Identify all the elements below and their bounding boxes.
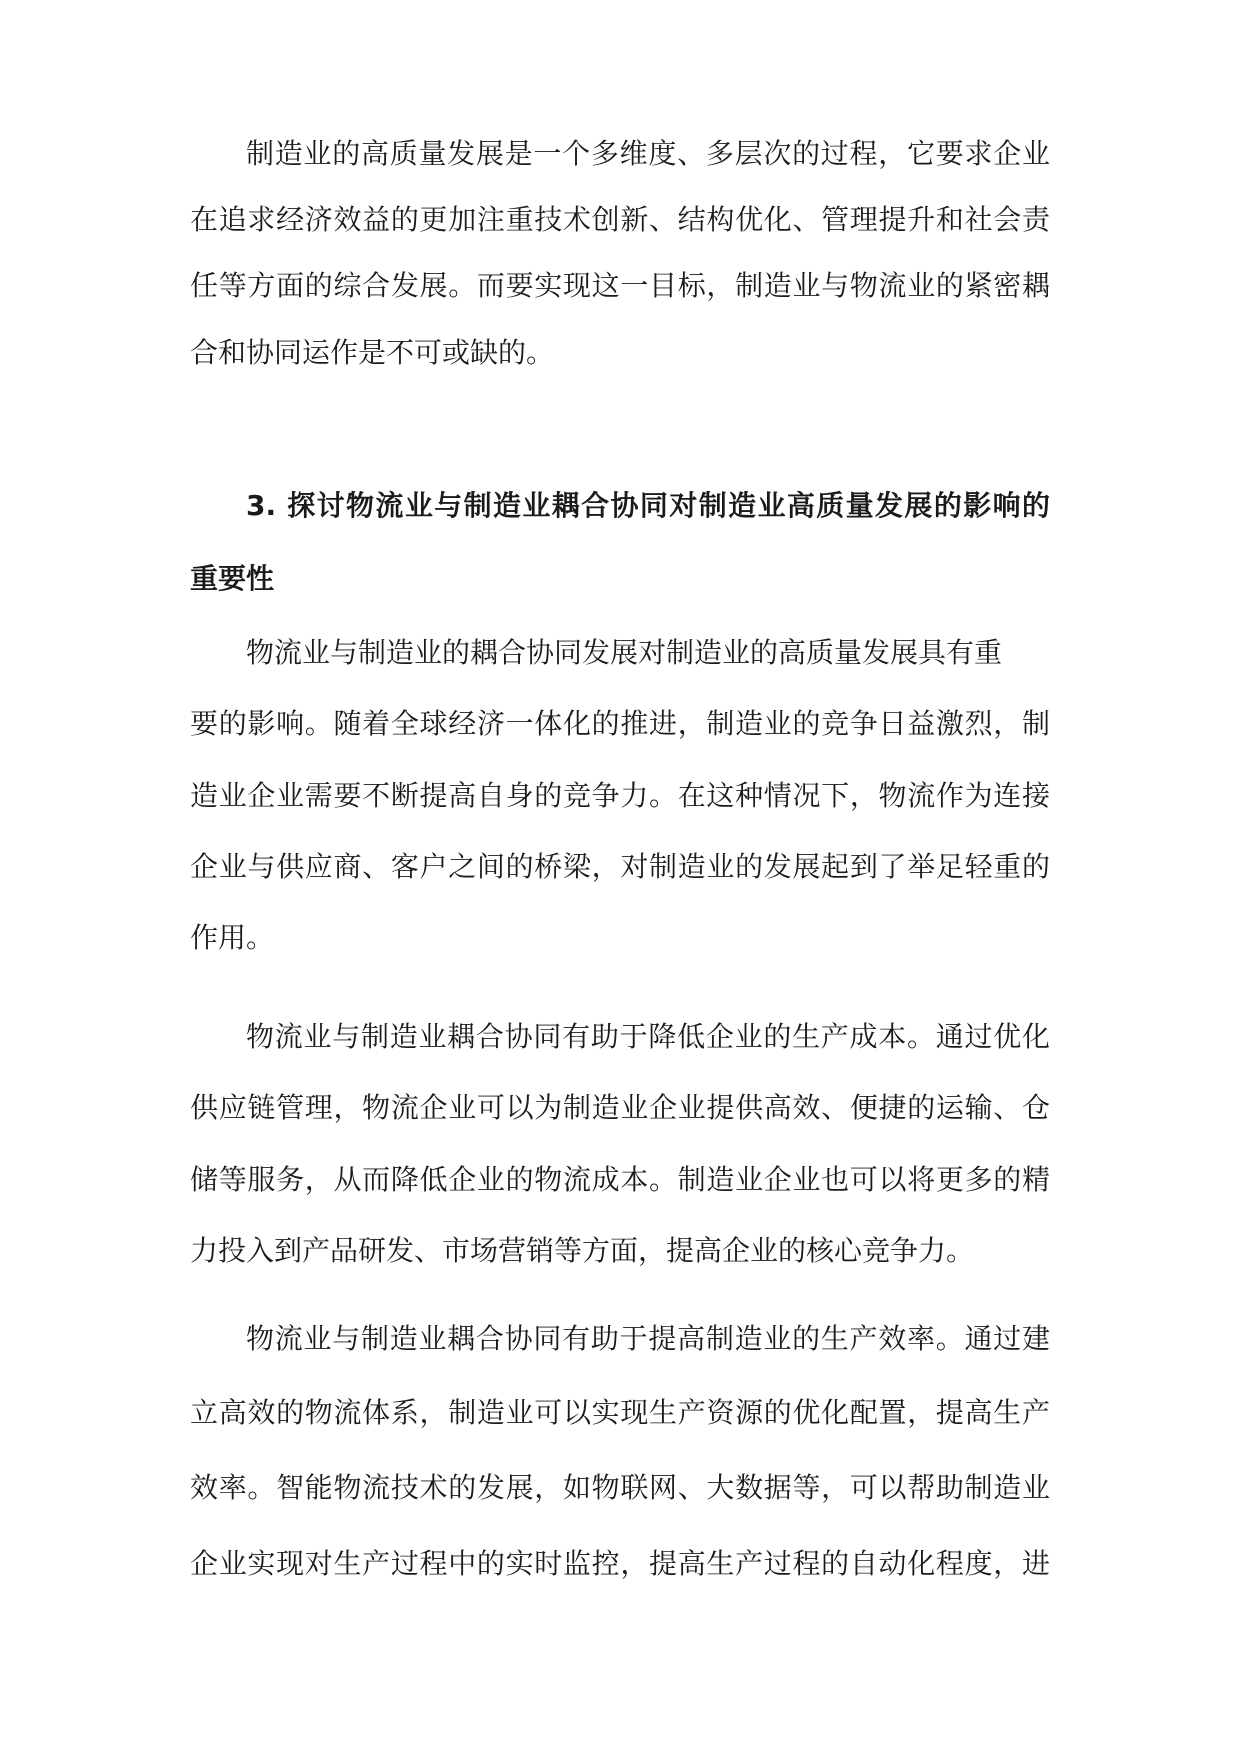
paragraph-2-line-3: 造业企业需要不断提高自身的竞争力。在这种情况下，物流作为连接 (190, 779, 1050, 812)
paragraph-4-line-3: 效率。智能物流技术的发展，如物联网、大数据等，可以帮助制造业 (190, 1471, 1050, 1504)
paragraph-1-line-3: 任等方面的综合发展。而要实现这一目标，制造业与物流业的紧密耦 (190, 269, 1050, 302)
paragraph-3-line-1: 物流业与制造业耦合协同有助于降低企业的生产成本。通过优化 (246, 1020, 1050, 1053)
paragraph-2-line-1: 物流业与制造业的耦合协同发展对制造业的高质量发展具有重 (246, 636, 1003, 669)
paragraph-4-line-2: 立高效的物流体系，制造业可以实现生产资源的优化配置，提高生产 (190, 1396, 1050, 1429)
paragraph-1-line-4: 合和协同运作是不可或缺的。 (190, 336, 555, 369)
paragraph-2-line-5: 作用。 (190, 921, 275, 954)
paragraph-3-line-4: 力投入到产品研发、市场营销等方面，提高企业的核心竞争力。 (190, 1234, 975, 1267)
section-heading-line-1: 3. 探讨物流业与制造业耦合协同对制造业高质量发展的影响的 (246, 489, 1050, 522)
paragraph-4-line-1: 物流业与制造业耦合协同有助于提高制造业的生产效率。通过建 (246, 1322, 1050, 1355)
section-heading-line-2: 重要性 (190, 562, 275, 595)
paragraph-1-line-1: 制造业的高质量发展是一个多维度、多层次的过程，它要求企业 (246, 137, 1050, 170)
paragraph-2-line-4: 企业与供应商、客户之间的桥梁，对制造业的发展起到了举足轻重的 (190, 850, 1050, 883)
paragraph-2-line-2: 要的影响。随着全球经济一体化的推进，制造业的竞争日益激烈，制 (190, 707, 1050, 740)
paragraph-1-line-2: 在追求经济效益的更加注重技术创新、结构优化、管理提升和社会责 (190, 203, 1050, 236)
paragraph-4-line-4: 企业实现对生产过程中的实时监控，提高生产过程的自动化程度，进 (190, 1547, 1050, 1580)
paragraph-3-line-3: 储等服务，从而降低企业的物流成本。制造业企业也可以将更多的精 (190, 1163, 1050, 1196)
paragraph-3-line-2: 供应链管理，物流企业可以为制造业企业提供高效、便捷的运输、仓 (190, 1091, 1050, 1124)
